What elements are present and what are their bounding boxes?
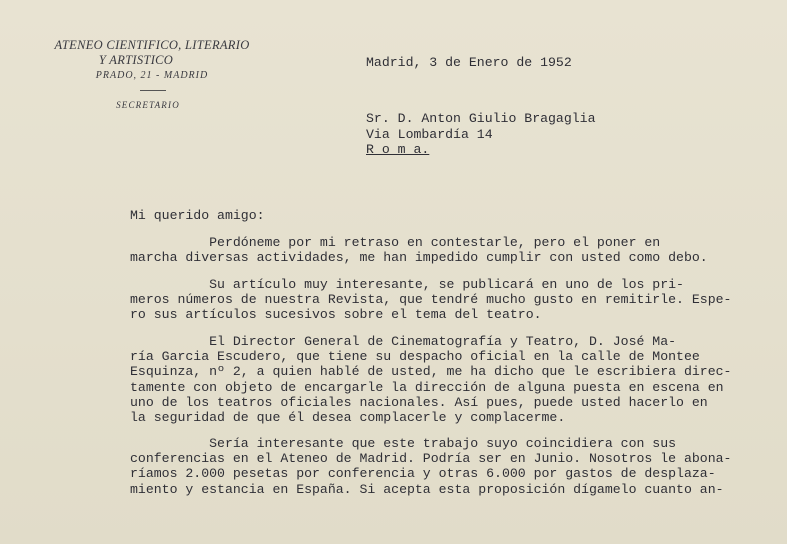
- paragraph-2: [130, 277, 750, 323]
- letterhead-divider: [140, 90, 166, 91]
- paragraph-3: [130, 334, 750, 425]
- recipient-street: Via Lombardía 14: [366, 127, 493, 142]
- paragraph-4: [130, 436, 750, 497]
- letterhead-address: PRADO, 21 - MADRID: [95, 70, 209, 81]
- letterhead-organization-line2: Y ARTISTICO: [98, 53, 174, 67]
- paragraph-line: Su artículo muy interesante, se publicará en uno de los pri-: [130, 277, 684, 292]
- paragraph-line: ría Garcia Escudero, que tiene su despacho oficial en la calle de Montee: [130, 349, 700, 365]
- paragraph-line: conferencias en el Ateneo de Madrid. Podría ser en Junio. Nosotros le abona-: [130, 451, 732, 467]
- paragraph-line: uno de los teatros oficiales nacionales. Así pues, puede usted hacerlo en: [130, 394, 708, 410]
- paragraph-line: Perdóneme por mi retraso en contestarle, pero el poner en: [130, 235, 661, 250]
- paragraph-1: [130, 235, 750, 265]
- letterhead-department: SECRETARIO: [116, 100, 180, 110]
- paragraph-line: la seguridad de que él desea complacerle y complacerme.: [130, 410, 566, 426]
- recipient-name: Sr. D. Anton Giulio Bragaglia: [366, 111, 596, 126]
- paragraph-line: miento y estancia en España. Si acepta esta proposición dígamelo cuanto an-: [130, 481, 724, 497]
- paragraph-line: ríamos 2.000 pesetas por conferencia y otras 6.000 por gastos de desplaza-: [130, 466, 716, 482]
- letterhead-organization-line1: ATENEO CIENTIFICO, LITERARIO: [54, 38, 250, 52]
- date-line: Madrid, 3 de Enero de 1952: [366, 55, 572, 70]
- paragraph-line: tamente con objeto de encargarle la dirección de alguna puesta en escena en: [130, 379, 724, 395]
- paragraph-line: Sería interesante que este trabajo suyo coincidiera con sus: [130, 436, 677, 451]
- paragraph-line: Esquinza, nº 2, a quien hablé de usted, me ha dicho que le escribiera direc-: [130, 364, 732, 380]
- recipient-city: R o m a.: [366, 142, 430, 157]
- salutation: Mi querido amigo:: [130, 208, 265, 223]
- paragraph-line: ro sus artículos sucesivos sobre el tema del teatro.: [130, 307, 542, 323]
- paragraph-line: meros números de nuestra Revista, que tendré mucho gusto en remitirle. Espe-: [130, 292, 732, 308]
- paragraph-line: El Director General de Cinematografía y Teatro, D. José Ma-: [130, 334, 677, 349]
- paragraph-line: marcha diversas actividades, me han impedido cumplir con usted como debo.: [130, 250, 708, 266]
